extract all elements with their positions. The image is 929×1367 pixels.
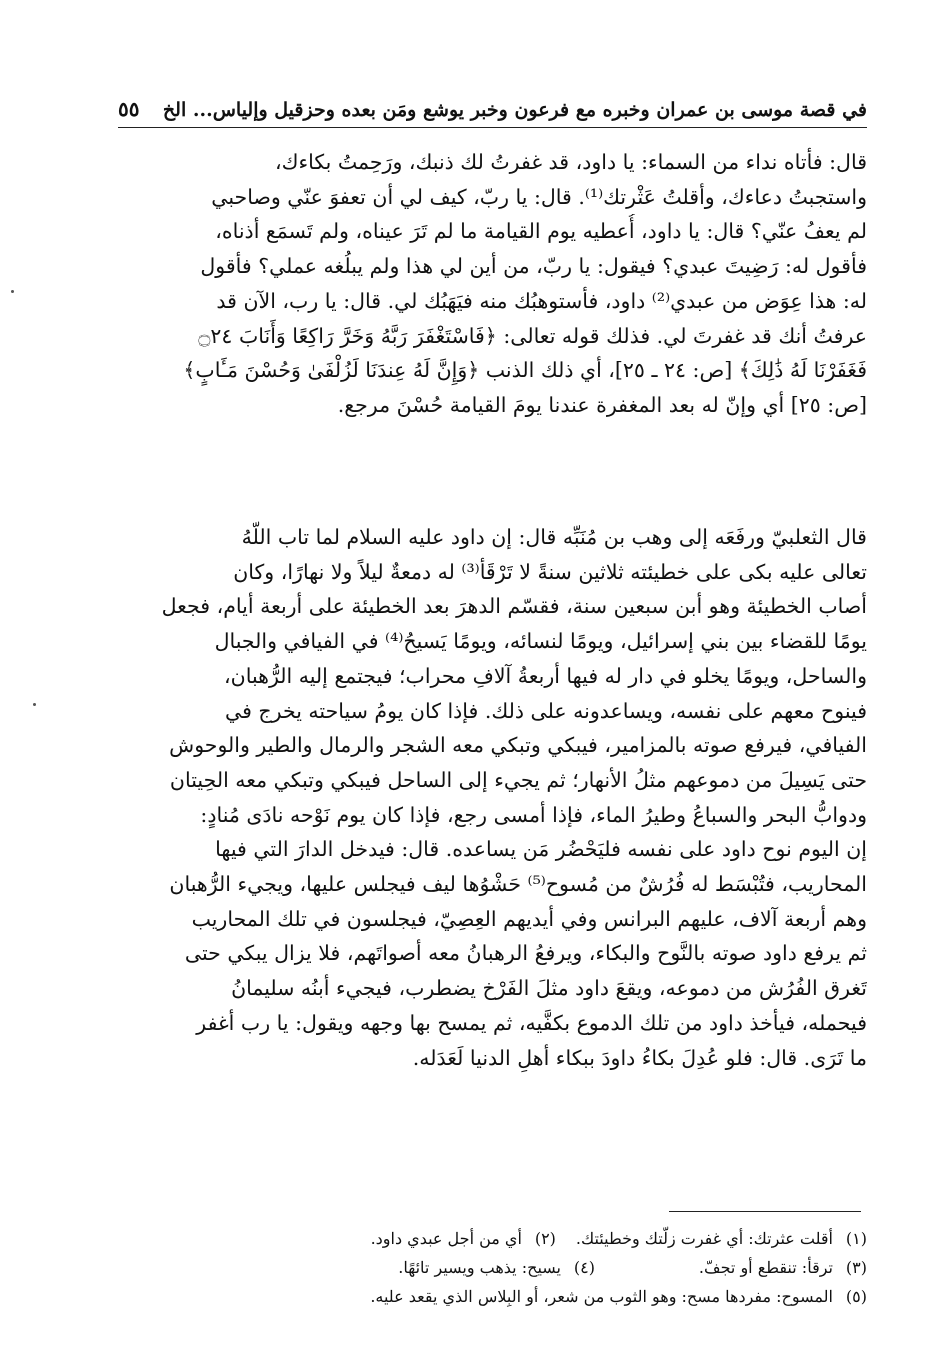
footnote-mark: (٤) [573, 1258, 595, 1277]
text-line: فأقول له: رَضِيتَ عبدي؟ فيقول: يا ربّ، من أين لي هذا ولم يبلُغه عملي؟ فأقول [200, 254, 867, 279]
running-header [118, 88, 867, 128]
quran-verse-line: فَغَفَرْنَا لَهُ ذَٰلِكَ﴾ [ص: ٢٤ ـ ٢٥]، أي ذلك الذنب ﴿وَإِنَّ لَهُ عِندَنَا لَزُلْفَىٰ وَحُسْنَ مَـَٔابٍ﴾ [183, 358, 867, 383]
text-line: أصاب الخطيئة وهو أبن سبعين سنة، فقسّم الدهرَ بعد الخطيئة على أربعة أيام، فجعل [161, 594, 867, 619]
footnote-divider [669, 1211, 861, 1212]
footnote-mark: (٢) [534, 1229, 556, 1248]
running-header-title: في قصة موسى بن عمران وخبره مع فرعون وخبر يوشع ومَن بعده وحزقيل وإلياس... الخ [162, 99, 867, 121]
footnote-text: المسوح: مفردها مسح: وهو الثوب من شعر، أو البِلاس الذي يقعد عليه. [370, 1287, 833, 1306]
text-line: تعالى عليه بكى على خطيئته ثلاثين سنةً لا تَرْقَأ⁽³⁾ له دمعةٌ ليلاً ولا نهارًا، وكان [233, 559, 867, 584]
text-line: قال: فأتاه نداء من السماء: يا داود، قد غفرتُ لك ذنبك، ورَحِمتُ بكاءك، [274, 150, 867, 174]
footnote-text: يسيح: يذهب ويسير تائهًا. [398, 1258, 561, 1277]
footnote-mark: (٣) [845, 1258, 867, 1277]
margin-speck [33, 703, 36, 706]
footnote-mark: (١) [845, 1229, 867, 1248]
text-line: فيحمله، فيأخذ داود من تلك الدموع بكفَّيه، ثم يمسح بها وجهه ويقول: يا رب أغفر [196, 1010, 867, 1035]
text-line: لم يعفُ عنّي؟ قال: يا داود، أُعطيه يوم القيامة ما لم تَرَ عيناه، ولم تَسمَع أذناه، [215, 219, 867, 244]
footnote-text: ترقأ: تنقطع أو تجفّ. [698, 1258, 833, 1277]
text-line: قال الثعلبيّ ورفَعَه إلى وهب بن مُنَبِّه قال: إن داود عليه السلام لما تاب اللّهُ [241, 525, 867, 549]
paragraph-1 [118, 145, 867, 423]
page-number: ٥٥ [118, 97, 140, 121]
text-line: ثم يرفع داود صوته بالنَّوح والبكاء، ويرفعُ الرهبانُ معه أصواتَهم، فلا يزال يبكي حتى [184, 941, 867, 966]
text-line: ما تَرَى. قال: فلو عُدِلَ بكاءُ داودَ ببكاء أهلِ الدنيا لَعَدَله. [412, 1045, 867, 1070]
text-line: له: هذا عِوَض من عبدي⁽²⁾ داود، فأستوهبُك منه فيَهَبُك لي. قال: يا رب، الآن قد [216, 288, 867, 313]
text-line: واستجبتُ دعاءك، وأقلتُ عَثْرتك⁽¹⁾. قال: يا ربّ، كيف لي أن تعفوَ عنّي وصاحبي [211, 184, 867, 209]
footnotes [260, 1224, 867, 1311]
text-line: إن اليوم نوح داود على نفسه فليَحْضُر مَن يساعده. قال: فيدخل الدارَ التي فيها [215, 837, 867, 862]
footnote-row [260, 1224, 867, 1253]
footnote-mark: (٥) [845, 1287, 867, 1306]
footnote-text: أي من أجل عبدي داود. [370, 1229, 522, 1248]
text-line: [ص: ٢٥] أي وإنّ له بعد المغفرة عندنا يومَ القيامة حُسْنَ مرجع. [337, 392, 867, 417]
footnote-text: أقلت عثرتك: أي غفرت زلّتك وخطيئتك. [575, 1229, 833, 1248]
text-line: فينوح معهم على نفسه، ويساعدونه على ذلك. فإذا كان يومُ سياحته يخرج في [225, 698, 867, 723]
text-line: المحاريب، فتُبْسَط له فُرُشٌ من مُسوح⁽⁵⁾ حَشْوُها ليف فيجلس عليها، ويجيء الرُّهبان [169, 872, 867, 897]
text-line: والساحل، ويومًا يخلو في دار له فيها أربعةُ آلافِ محراب؛ فيجتمع إليه الرُّهبان، [224, 663, 867, 688]
text-line: تَغرق الفُرُش من دموعه، ويقعَ داود مثلَ الفَرْخ يضطرب، فيجيء أبنُه سليمانُ [231, 976, 867, 1001]
text-line: الفيافي، فيرفع صوته بالمزامير، فيبكي وتبكي معه الشجر والرمال والطير والوحوش [169, 733, 867, 758]
footnote-row [260, 1253, 867, 1282]
text-line: وهم أربعة آلاف، عليهم البرانس وفي أيديهم العِصِيّ، فيجلسون في تلك المحاريب [191, 906, 867, 931]
text-line: يومًا للقضاء بين بني إسرائيل، ويومًا لنسائه، ويومًا يَسيحُ⁽⁴⁾ في الفيافي والجبال [214, 629, 867, 654]
margin-speck [11, 290, 14, 293]
paragraph-2 [118, 520, 867, 1075]
text-line: حتى يَسِيلَ من دموعهم مثلُ الأنهار؛ ثم يجيء إلى الساحل فيبكي وتبكي معه الحِيتان [169, 767, 867, 792]
text-line: ودوابُّ البحر والسباعُ وطيرُ الماء، فإذا أمسى رجع، فإذا كان يوم نَوْحه نادَى مُنادٍ: [200, 802, 867, 827]
quran-verse-line: عرفتُ أنك قد غفرتَ لي. فذلك قوله تعالى: ﴿فَاسْتَغْفَرَ رَبَّهُ وَخَرَّ رَاكِعًا وَأَنَابَ ۝٢٤ [198, 323, 867, 348]
footnote-row [260, 1282, 867, 1311]
